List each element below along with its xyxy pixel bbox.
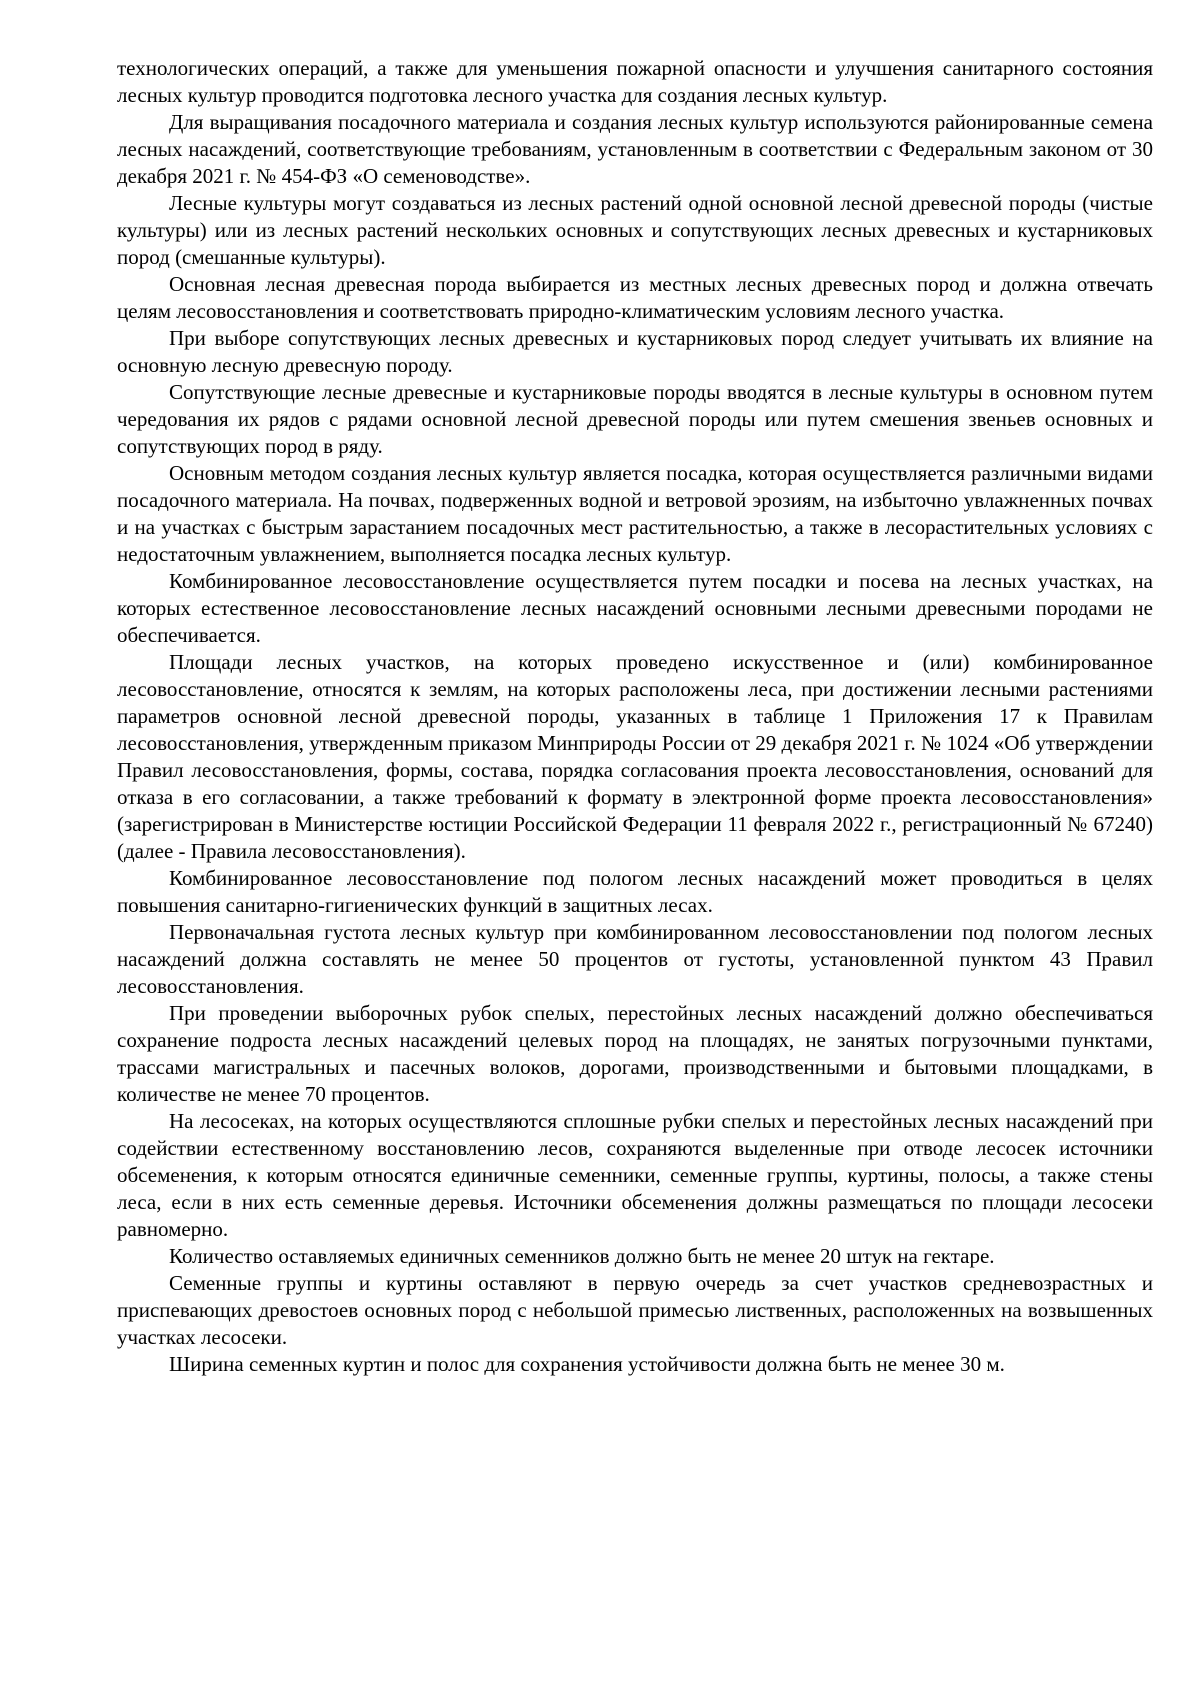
paragraph-clear-felling: На лесосеках, на которых осуществляются сплошные рубки спелых и перестойных лесных насаждений при содействии естественному восстановлению лесов, сохраняются выделенные при отводе лесосек источники обсеменения, к которым относятся единичные семенники, семенные группы, куртины, полосы, а также стены леса, если в них есть семенные деревья. Источники обсеменения должны размещаться по площади лесосеки равномерно. bbox=[117, 1109, 1153, 1241]
paragraph-strip-width: Ширина семенных куртин и полос для сохранения устойчивости должна быть не менее 30 м. bbox=[169, 1352, 1005, 1376]
paragraph-combined-reforestation: Комбинированное лесовосстановление осуществляется путем посадки и посева на лесных участках, на которых естественное лесовосстановление лесных насаждений основными лесными древесными породами не обеспечивается. bbox=[117, 569, 1153, 647]
paragraph-main-species: Основная лесная древесная порода выбирается из местных лесных древесных пород и должна отвечать целям лесовосстановления и соответствовать природно-климатическим условиям лесного участка. bbox=[117, 272, 1153, 323]
document-page bbox=[117, 55, 1153, 1378]
paragraph-seeds: Для выращивания посадочного материала и создания лесных культур используются районированные семена лесных насаждений, соответствующие требованиям, установленным в соответствии с Федеральным законом от 30 декабря 2021 г. № 454-ФЗ «О семеноводстве». bbox=[117, 110, 1153, 188]
paragraph-seed-trees-count: Количество оставляемых единичных семенников должно быть не менее 20 штук на гектаре. bbox=[169, 1244, 995, 1268]
paragraph-culture-types: Лесные культуры могут создаваться из лесных растений одной основной лесной древесной породы (чистые культуры) или из лесных растений нескольких основных и сопутствующих лесных древесных и кустарниковых пород (смешанные культуры). bbox=[117, 191, 1153, 269]
paragraph-seed-groups: Семенные группы и куртины оставляют в первую очередь за счет участков средневозрастных и приспевающих древостоев основных пород с небольшой примесью лиственных, расположенных на возвышенных участках лесосеки. bbox=[117, 1271, 1153, 1349]
paragraph-canopy-reforestation: Комбинированное лесовосстановление под пологом лесных насаждений может проводиться в целях повышения санитарно-гигиенических функций в защитных лесах. bbox=[117, 866, 1153, 917]
paragraph-companion-planting: Сопутствующие лесные древесные и кустарниковые породы вводятся в лесные культуры в основном путем чередования их рядов с рядами основной лесной древесной породы или путем смешения звеньев основных и сопутствующих пород в ряду. bbox=[117, 380, 1153, 458]
paragraph-initial-density: Первоначальная густота лесных культур при комбинированном лесовосстановлении под пологом лесных насаждений должна составлять не менее 50 процентов от густоты, установленной пунктом 43 Правил лесовосстановления. bbox=[117, 920, 1153, 998]
paragraph-planting-method: Основным методом создания лесных культур является посадка, которая осуществляется различными видами посадочного материала. На почвах, подверженных водной и ветровой эрозиям, на избыточно увлажненных почвах и на участках с быстрым зарастанием посадочных мест растительностью, а также в лесорастительных условиях с недостаточным увлажнением, выполняется посадка лесных культур. bbox=[117, 461, 1153, 566]
paragraph-continuation: технологических операций, а также для уменьшения пожарной опасности и улучшения санитарного состояния лесных культур проводится подготовка лесного участка для создания лесных культур. bbox=[117, 56, 1153, 107]
paragraph-selective-felling: При проведении выборочных рубок спелых, перестойных лесных насаждений должно обеспечиваться сохранение подроста лесных насаждений целевых пород на площадях, не занятых погрузочными пунктами, трассами магистральных и пасечных волоков, дорогами, производственными и бытовыми площадками, в количестве не менее 70 процентов. bbox=[117, 1001, 1153, 1106]
paragraph-land-areas: Площади лесных участков, на которых проведено искусственное и (или) комбинированное лесовосстановление, относятся к землям, на которых расположены леса, при достижении лесными растениями параметров основной лесной древесной породы, указанных в таблице 1 Приложения 17 к Правилам лесовосстановления, утвержденным приказом Минприроды России от 29 декабря 2021 г. № 1024 «Об утверждении Правил лесовосстановления, формы, состава, порядка согласования проекта лесовосстановления, оснований для отказа в его согласовании, а также требований к формату в электронной форме проекта лесовосстановления» (зарегистрирован в Министерстве юстиции Российской Федерации 11 февраля 2022 г., регистрационный № 67240) (далее - Правила лесовосстановления). bbox=[117, 650, 1153, 863]
paragraph-companion-species: При выборе сопутствующих лесных древесных и кустарниковых пород следует учитывать их влияние на основную лесную древесную породу. bbox=[117, 326, 1153, 377]
